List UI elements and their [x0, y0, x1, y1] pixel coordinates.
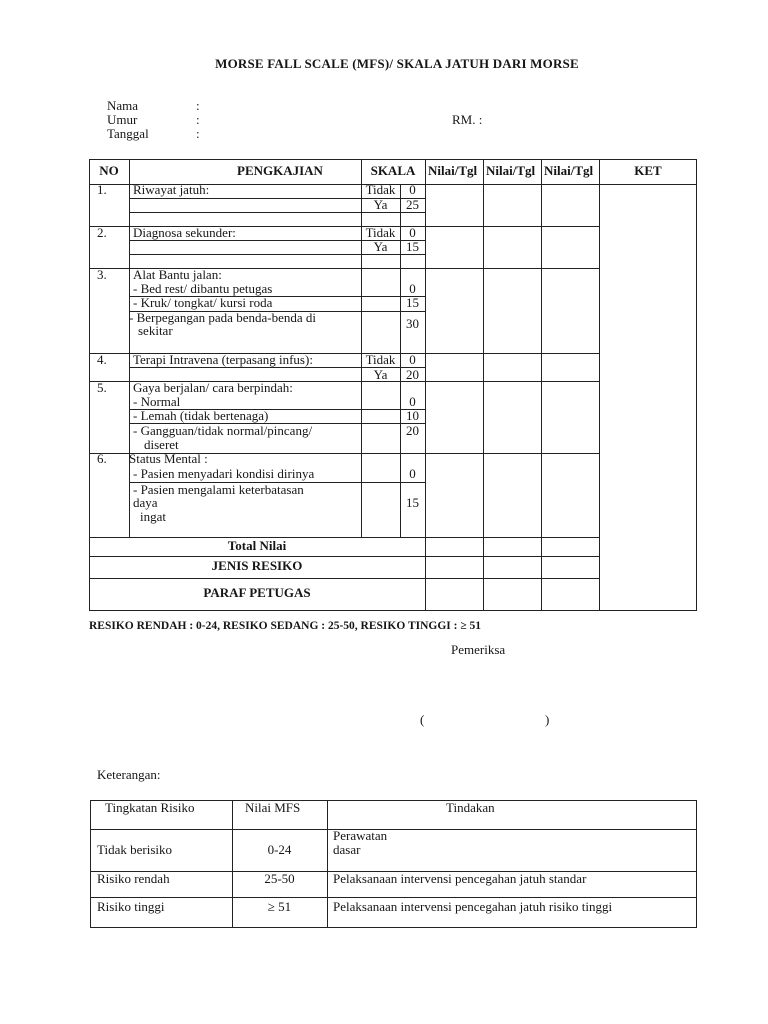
item-1-option-1-label: Tidak — [365, 182, 396, 197]
item-2-option-1-label: Tidak — [365, 225, 396, 240]
item-3-title: Alat Bantu jalan: — [133, 267, 222, 282]
item-3-option-1-text: - Bed rest/ dibantu petugas — [133, 281, 273, 296]
risk-row-2-level: Risiko rendah — [97, 871, 170, 886]
risk-row-1-action-line-2: dasar — [333, 842, 361, 857]
item-2-number: 2. — [97, 225, 107, 240]
officer-initials-label: PARAF PETUGAS — [203, 585, 311, 600]
field-label-rm: RM. : — [452, 112, 483, 127]
item-5-option-3-score: 20 — [406, 423, 419, 438]
field-separator-tanggal: : — [196, 126, 200, 141]
examiner-label: Pemeriksa — [451, 642, 506, 657]
risk-row-2-score: 25-50 — [264, 871, 295, 886]
item-6-option-2-text-line-2: daya — [133, 495, 158, 510]
risk-row-1-level: Tidak berisiko — [97, 842, 172, 857]
field-separator-nama: : — [196, 98, 200, 113]
item-1-option-2-label: Ya — [373, 197, 388, 212]
field-label-umur: Umur — [107, 112, 138, 127]
item-3-option-2-score: 15 — [406, 295, 419, 310]
field-separator-umur: : — [196, 112, 200, 127]
item-3-option-3-score: 30 — [406, 316, 419, 331]
header-pengkajian: PENGKAJIAN — [237, 163, 323, 178]
item-5-option-3-text-line-1: - Gangguan/tidak normal/pincang/ — [133, 423, 313, 438]
item-4-option-2-score: 20 — [406, 367, 419, 382]
field-label-tanggal: Tanggal — [107, 126, 149, 141]
risk-table-header-level: Tingkatan Risiko — [105, 800, 195, 815]
item-6-title: Status Mental : — [129, 451, 208, 466]
signature-close-paren: ) — [545, 712, 550, 727]
header-nilai-tgl-2: Nilai/Tgl — [486, 163, 536, 178]
item-3-number: 3. — [97, 267, 107, 282]
item-6-option-2-text-line-3: ingat — [140, 509, 166, 524]
item-4-option-2-label: Ya — [373, 367, 388, 382]
risk-table-header-score: Nilai MFS — [245, 800, 301, 815]
item-6-option-2-text-line-1: - Pasien mengalami keterbatasan — [133, 482, 304, 497]
item-2-option-2-label: Ya — [373, 239, 388, 254]
field-label-nama: Nama — [107, 98, 139, 113]
header-nilai-tgl-1: Nilai/Tgl — [428, 163, 478, 178]
header-no: NO — [99, 163, 119, 178]
item-3-option-3-text-line-2: sekitar — [138, 323, 173, 338]
header-skala: SKALA — [370, 163, 416, 178]
item-3-option-3-text-line-1: - Berpegangan pada benda-benda di — [129, 310, 316, 325]
item-5-number: 5. — [97, 380, 107, 395]
risk-legend: RESIKO RENDAH : 0-24, RESIKO SEDANG : 25-50, RESIKO TINGGI : ≥ 51 — [89, 620, 482, 632]
risk-row-2-action: Pelaksanaan intervensi pencegahan jatuh standar — [333, 871, 587, 886]
item-1-option-2-score: 25 — [406, 197, 419, 212]
risk-row-1-action-line-1: Perawatan — [333, 828, 388, 843]
risk-row-1-score: 0-24 — [267, 842, 292, 857]
item-4-number: 4. — [97, 352, 107, 367]
document-title: MORSE FALL SCALE (MFS)/ SKALA JATUH DARI MORSE — [215, 56, 579, 71]
item-1-number: 1. — [97, 182, 107, 197]
item-1-option-1-score: 0 — [409, 182, 416, 197]
item-6-option-1-text: - Pasien menyadari kondisi dirinya — [133, 466, 315, 481]
item-4-option-1-score: 0 — [409, 352, 416, 367]
item-1-title: Riwayat jatuh: — [133, 182, 210, 197]
header-nilai-tgl-3: Nilai/Tgl — [544, 163, 594, 178]
risk-row-3-level: Risiko tinggi — [97, 899, 165, 914]
item-5-option-2-score: 10 — [406, 408, 419, 423]
item-6-option-1-score: 0 — [409, 466, 416, 481]
risk-row-3-action: Pelaksanaan intervensi pencegahan jatuh risiko tinggi — [333, 899, 613, 914]
item-2-option-2-score: 15 — [406, 239, 419, 254]
item-3-option-2-text: - Kruk/ tongkat/ kursi roda — [133, 295, 273, 310]
header-ket: KET — [634, 163, 662, 178]
item-6-number: 6. — [97, 451, 107, 466]
item-4-title: Terapi Intravena (terpasang infus): — [133, 352, 313, 367]
item-3-option-1-score: 0 — [409, 281, 416, 296]
item-2-title: Diagnosa sekunder: — [133, 225, 236, 240]
total-score-label: Total Nilai — [227, 538, 287, 553]
risk-row-3-score: ≥ 51 — [267, 899, 292, 914]
risk-table-header-action: Tindakan — [446, 800, 495, 815]
item-4-option-1-label: Tidak — [365, 352, 396, 367]
item-5-option-1-text: - Normal — [133, 394, 181, 409]
signature-open-paren: ( — [420, 712, 425, 727]
item-6-option-2-score: 15 — [406, 495, 419, 510]
item-2-option-1-score: 0 — [409, 225, 416, 240]
item-5-option-3-text-line-2: diseret — [144, 437, 179, 452]
item-5-option-2-text: - Lemah (tidak bertenaga) — [133, 408, 269, 423]
item-5-title: Gaya berjalan/ cara berpindah: — [133, 380, 293, 395]
notes-label: Keterangan: — [97, 767, 161, 782]
risk-type-label: JENIS RESIKO — [211, 558, 303, 573]
item-5-option-1-score: 0 — [409, 394, 416, 409]
